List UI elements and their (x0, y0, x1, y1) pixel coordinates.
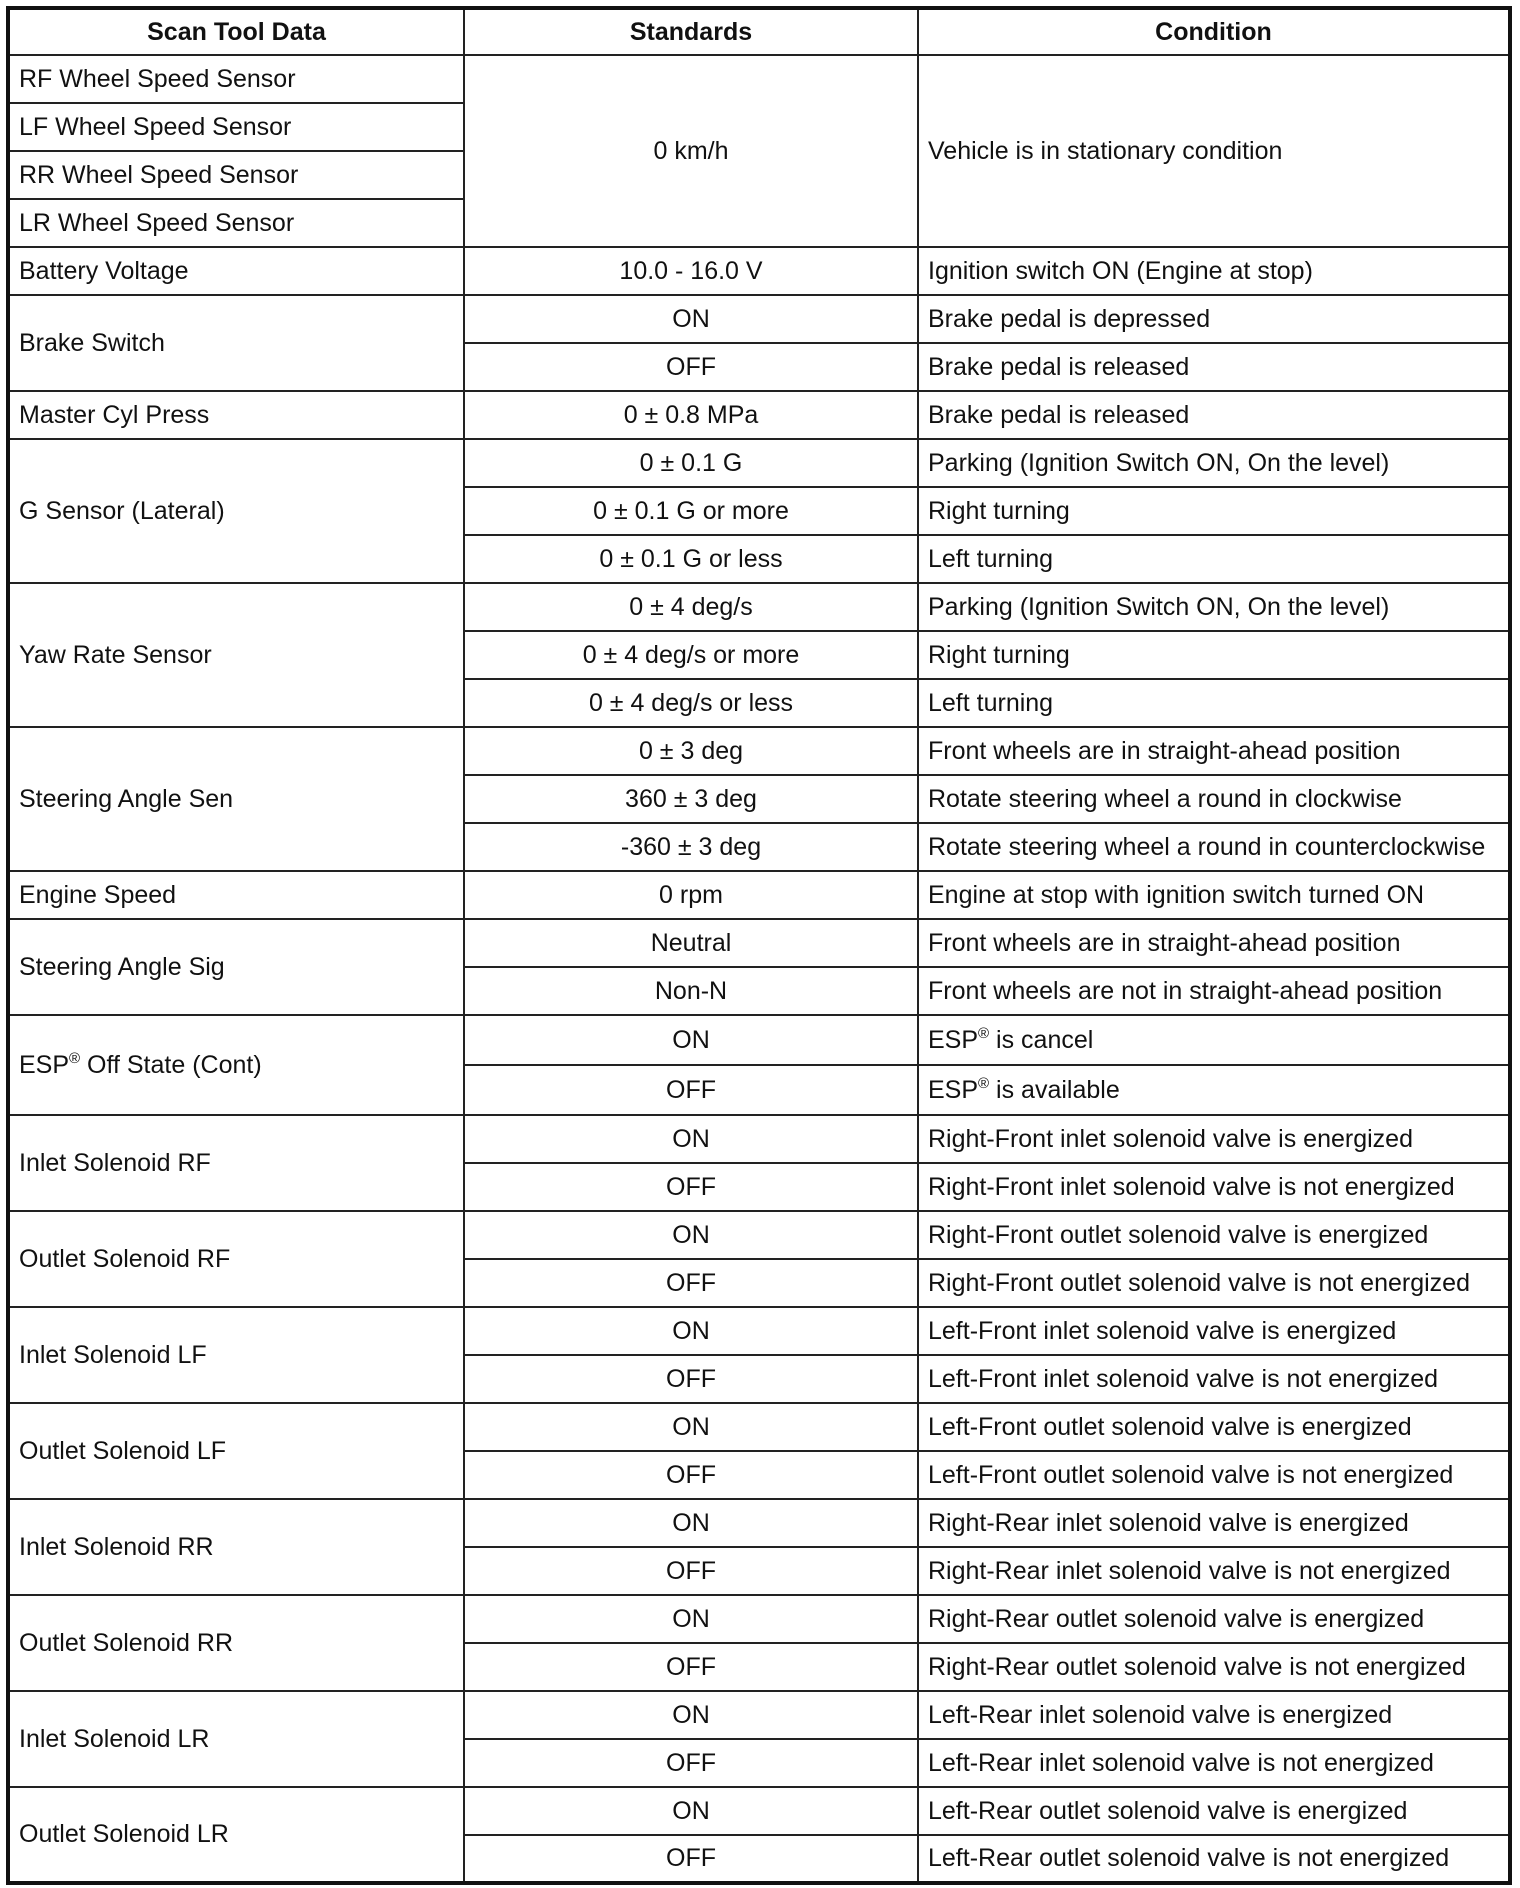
esp-label-suffix: Off State (Cont) (80, 1050, 262, 1079)
table-row (8, 1403, 1510, 1451)
item-inlet-solenoid-lr: Inlet Solenoid LR (8, 1691, 464, 1787)
condition-cell: Left-Rear inlet solenoid valve is energized (918, 1691, 1510, 1739)
standard-cell: OFF (464, 1259, 918, 1307)
item-inlet-solenoid-rr: Inlet Solenoid RR (8, 1499, 464, 1595)
condition-cell: Left-Rear outlet solenoid valve is not energized (918, 1835, 1510, 1883)
condition-cell: Brake pedal is released (918, 343, 1510, 391)
condition-cell: Front wheels are in straight-ahead position (918, 919, 1510, 967)
condition-cell: Ignition switch ON (Engine at stop) (918, 247, 1510, 295)
item-lr-wheel-speed: LR Wheel Speed Sensor (8, 199, 464, 247)
standard-cell: 0 ± 4 deg/s or less (464, 679, 918, 727)
standard-cell: 10.0 - 16.0 V (464, 247, 918, 295)
standard-cell: ON (464, 1499, 918, 1547)
esp-text: ESP (928, 1025, 979, 1054)
table-row (8, 727, 1510, 775)
item-battery-voltage: Battery Voltage (8, 247, 464, 295)
esp-text: ESP (928, 1075, 979, 1104)
standard-cell: 0 ± 3 deg (464, 727, 918, 775)
condition-cell: Right-Rear outlet solenoid valve is not energized (918, 1643, 1510, 1691)
condition-cell: Right-Front outlet solenoid valve is energized (918, 1211, 1510, 1259)
condition-cell: Left-Front inlet solenoid valve is not energized (918, 1355, 1510, 1403)
condition-cell: Right-Front inlet solenoid valve is energized (918, 1115, 1510, 1163)
standard-cell: OFF (464, 1739, 918, 1787)
standard-cell: ON (464, 1211, 918, 1259)
condition-cell: Right-Front outlet solenoid valve is not energized (918, 1259, 1510, 1307)
condition-cell: Left-Front outlet solenoid valve is energized (918, 1403, 1510, 1451)
esp-label: ESP (19, 1050, 70, 1079)
standard-cell: ON (464, 295, 918, 343)
item-engine-speed: Engine Speed (8, 871, 464, 919)
condition-cell: Left-Rear outlet solenoid valve is energized (918, 1787, 1510, 1835)
condition-cell: Brake pedal is released (918, 391, 1510, 439)
condition-cell: Rotate steering wheel a round in clockwise (918, 775, 1510, 823)
standard-cell: OFF (464, 1643, 918, 1691)
condition-cell: Rotate steering wheel a round in counterclockwise (918, 823, 1510, 871)
table-row (8, 1115, 1510, 1163)
item-outlet-solenoid-lf: Outlet Solenoid LF (8, 1403, 464, 1499)
standard-cell: 0 ± 0.1 G or more (464, 487, 918, 535)
item-outlet-solenoid-rr: Outlet Solenoid RR (8, 1595, 464, 1691)
condition-cell: Brake pedal is depressed (918, 295, 1510, 343)
standard-cell: OFF (464, 1163, 918, 1211)
condition-cell: Engine at stop with ignition switch turned ON (918, 871, 1510, 919)
item-lf-wheel-speed: LF Wheel Speed Sensor (8, 103, 464, 151)
condition-cell: Left-Front outlet solenoid valve is not energized (918, 1451, 1510, 1499)
standard-cell: 0 ± 4 deg/s (464, 583, 918, 631)
condition-cell: Parking (Ignition Switch ON, On the level) (918, 583, 1510, 631)
scan-tool-data-table (6, 6, 1512, 1885)
registered-mark: ® (978, 1074, 990, 1092)
standard-cell: 360 ± 3 deg (464, 775, 918, 823)
condition-cell: Front wheels are in straight-ahead position (918, 727, 1510, 775)
standard-cell: 0 ± 4 deg/s or more (464, 631, 918, 679)
item-outlet-solenoid-rf: Outlet Solenoid RF (8, 1211, 464, 1307)
standard-cell: ON (464, 1595, 918, 1643)
standard-cell: -360 ± 3 deg (464, 823, 918, 871)
standard-cell: 0 ± 0.1 G or less (464, 535, 918, 583)
table-row (8, 1595, 1510, 1643)
table-row (8, 1499, 1510, 1547)
registered-mark: ® (69, 1049, 81, 1067)
table-row (8, 1787, 1510, 1835)
condition-cell: Left-Rear inlet solenoid valve is not energized (918, 1739, 1510, 1787)
condition-cell: Right-Front inlet solenoid valve is not energized (918, 1163, 1510, 1211)
standard-cell: ON (464, 1115, 918, 1163)
standard-cell: OFF (464, 1547, 918, 1595)
item-master-cyl-press: Master Cyl Press (8, 391, 464, 439)
standard-cell: Non-N (464, 967, 918, 1015)
table-row (8, 1015, 1510, 1065)
item-esp-off-state (8, 1015, 464, 1115)
header-standards: Standards (464, 8, 918, 55)
standard-cell: 0 rpm (464, 871, 918, 919)
item-inlet-solenoid-lf: Inlet Solenoid LF (8, 1307, 464, 1403)
table-row (8, 583, 1510, 631)
standard-cell: OFF (464, 1065, 918, 1115)
header-condition: Condition (918, 8, 1510, 55)
standard-cell: ON (464, 1691, 918, 1739)
item-outlet-solenoid-lr: Outlet Solenoid LR (8, 1787, 464, 1883)
header-row (8, 8, 1510, 55)
standard-cell: OFF (464, 1835, 918, 1883)
table-row (8, 871, 1510, 919)
standard-cell: OFF (464, 1451, 918, 1499)
table-row (8, 55, 1510, 103)
item-rr-wheel-speed: RR Wheel Speed Sensor (8, 151, 464, 199)
condition-cell: Right-Rear inlet solenoid valve is energized (918, 1499, 1510, 1547)
item-brake-switch: Brake Switch (8, 295, 464, 391)
condition-cell: Left turning (918, 679, 1510, 727)
esp-text-suffix: is cancel (989, 1025, 1094, 1054)
condition-cell: Right-Rear outlet solenoid valve is energized (918, 1595, 1510, 1643)
standard-cell: OFF (464, 1355, 918, 1403)
table-row (8, 1691, 1510, 1739)
condition-cell: Parking (Ignition Switch ON, On the level) (918, 439, 1510, 487)
item-steering-angle-sig: Steering Angle Sig (8, 919, 464, 1015)
header-scan-tool-data: Scan Tool Data (8, 8, 464, 55)
esp-text-suffix: is available (989, 1075, 1120, 1104)
condition-cell: Front wheels are not in straight-ahead position (918, 967, 1510, 1015)
item-g-sensor-lateral: G Sensor (Lateral) (8, 439, 464, 583)
condition-cell: Left turning (918, 535, 1510, 583)
item-inlet-solenoid-rf: Inlet Solenoid RF (8, 1115, 464, 1211)
item-yaw-rate-sensor: Yaw Rate Sensor (8, 583, 464, 727)
item-rf-wheel-speed: RF Wheel Speed Sensor (8, 55, 464, 103)
condition-cell: Left-Front inlet solenoid valve is energized (918, 1307, 1510, 1355)
item-steering-angle-sen: Steering Angle Sen (8, 727, 464, 871)
condition-wheel-speed: Vehicle is in stationary condition (918, 55, 1510, 247)
condition-cell (918, 1065, 1510, 1115)
standard-cell: Neutral (464, 919, 918, 967)
table-row (8, 1211, 1510, 1259)
standard-wheel-speed: 0 km/h (464, 55, 918, 247)
table-row (8, 295, 1510, 343)
condition-cell: Right turning (918, 487, 1510, 535)
standard-cell: ON (464, 1015, 918, 1065)
standard-cell: ON (464, 1403, 918, 1451)
standard-cell: 0 ± 0.1 G (464, 439, 918, 487)
table-row (8, 247, 1510, 295)
condition-cell: Right turning (918, 631, 1510, 679)
registered-mark: ® (978, 1024, 990, 1042)
table-row (8, 919, 1510, 967)
table-row (8, 391, 1510, 439)
condition-cell: Right-Rear inlet solenoid valve is not energized (918, 1547, 1510, 1595)
standard-cell: OFF (464, 343, 918, 391)
standard-cell: 0 ± 0.8 MPa (464, 391, 918, 439)
standard-cell: ON (464, 1307, 918, 1355)
standard-cell: ON (464, 1787, 918, 1835)
table-row (8, 439, 1510, 487)
table-row (8, 1307, 1510, 1355)
condition-cell (918, 1015, 1510, 1065)
